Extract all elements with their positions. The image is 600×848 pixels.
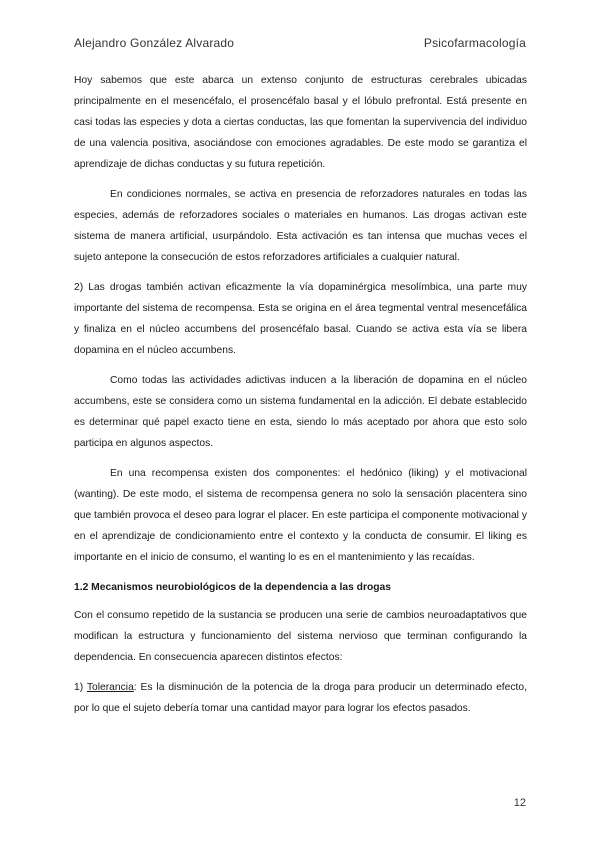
- paragraph-liking-wanting: En una recompensa existen dos componentes: el hedónico (liking) y el motivacional (wanting). De este modo, el sistema de recompensa genera no solo la sensación placentera sino que también provoca el deseo para lograr el placer. En este participa el componente motivacional y en el aprendizaje de condicionamiento entre el contexto y la conducta de consumir. El liking es importante en el inicio de consumo, el wanting lo es en el mantenimiento y las recaídas.: [74, 468, 527, 563]
- body-text: [74, 70, 527, 728]
- section-heading: 1.2 Mecanismos neurobiológicos de la dependencia a las drogas: [74, 582, 392, 593]
- term-tolerance: Tolerancia: [86, 682, 134, 693]
- paragraph-natural-reinforcers: En condiciones normales, se activa en presencia de reforzadores naturales en todas las especies, además de reforzadores sociales o materiales en humanos. Las drogas activan este sistema de manera artificial, usurpándolo. Esta activación es tan intensa que muchas veces el sujeto antepone la consecución de estos reforzadores artificiales a cualquier natural.: [74, 189, 527, 263]
- paragraph-neuroadaptive-changes: Con el consumo repetido de la sustancia se producen una serie de cambios neuroadaptativos que modifican la estructura y funcionamiento del sistema nervioso que terminan configurando la dependencia. En consecuencia aparecen distintos efectos:: [74, 610, 527, 663]
- header-subject: Psicofarmacología: [423, 36, 526, 50]
- paragraph-tolerance: [74, 677, 527, 719]
- paragraph-mesolimbic-pathway: 2) Las drogas también activan eficazmente la vía dopaminérgica mesolímbica, una parte muy importante del sistema de recompensa. Esta se origina en el área tegmental ventral mesencefálica y finaliza en el núcleo accumbens del prosencéfalo basal. Cuando se activa esta vía se libera dopamina en el núcleo accumbens.: [74, 282, 527, 356]
- header-author: Alejandro González Alvarado: [74, 36, 235, 50]
- paragraph-reward-system-structures: Hoy sabemos que este abarca un extenso conjunto de estructuras cerebrales ubicadas principalmente en el mesencéfalo, el prosencéfalo basal y el lóbulo prefrontal. Está presente en casi todas las especies y dota a ciertas conductas, las que fomentan la supervivencia del individuo de una valencia positiva, asociándose con emociones agradables. De este modo se garantiza el aprendizaje de dichas conductas y su futura repetición.: [74, 75, 527, 170]
- list-number: 1): [74, 682, 87, 693]
- tolerance-definition: : Es la disminución de la potencia de la droga para producir un determinado efecto, por lo que el sujeto debería tomar una cantidad mayor para lograr los efectos pasados.: [74, 682, 527, 714]
- page-number: 12: [513, 797, 526, 809]
- paragraph-dopamine-accumbens: Como todas las actividades adictivas inducen a la liberación de dopamina en el núcleo accumbens, este se considera como un sistema fundamental en la adicción. El debate establecido es determinar qué papel exacto tiene en esta, siendo lo más aceptado por ahora que esto solo participa en algunos aspectos.: [74, 375, 527, 449]
